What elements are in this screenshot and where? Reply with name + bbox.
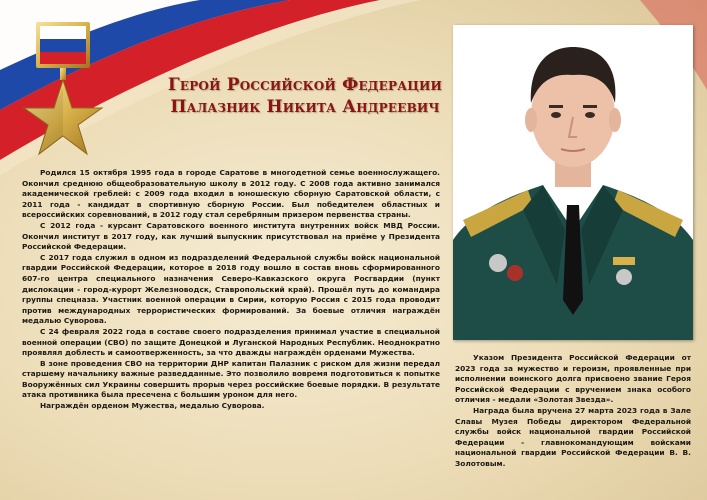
bio-paragraph: В зоне проведения СВО на территории ДНР капитан Палазник с риском для жизни передал старшему начальнику важные разведданные. Это позволило вовремя подготовиться к попытке Вооружённых сил Украины совершить прорыв через российские боевые порядки. В результате атака противника была пресечена с большим уроном для него. [22,358,440,400]
officer-portrait [453,25,693,340]
bio-paragraph: С 24 февраля 2022 года в составе своего подразделения принимал участие в специальной военной операции (СВО) по защите Донецкой и Луганской Народных Республик. Неоднократно проявлял доблесть и самоотверженность, за что дважды награждён орденами Мужества. [22,326,440,358]
bio-paragraph: Награждён орденом Мужества, медалью Суворова. [40,401,265,411]
caption-paragraph: Указом Президента Российской Федерации от 2023 года за мужество и героизм, проявленные при исполнении воинского долга присвоено звание Героя Российской Федерации с вручением знака особого отличия - медали «Золотая Звезда». [455,353,691,405]
caption-paragraph: Награда была вручена 27 марта 2023 года в Зале Славы Музея Победы директором Федеральной службы войск национальной гвардии Российской Федерации - главнокомандующим войсками национальной гвардии Российской Федерации В. В. Золотовым. [455,405,691,468]
portrait-image [453,25,693,340]
gold-star-medal-icon [22,18,104,166]
bio-paragraph: Родился 15 октября 1995 года в городе Саратове в многодетной семье военнослужащего. Окончил среднюю общеобразовательную школу в 2012 году. С 2008 года активно занимался академической греблей: с 2009 года входил в юношескую сборную Саратовской области, с 2011 года - кандидат в спортивную сборную России. Был победителем областных и всероссийских соревнований, в 2012 году стал серебряным призером первенства страны. [22,168,440,220]
award-caption [455,353,691,470]
bio-paragraph: С 2012 года - курсант Саратовского военного института внутренних войск МВД России. Окончил институт в 2017 году, как лучший выпускник присутствовал на приёме у Президента Российской Федерации. [22,220,440,252]
bio-paragraph: С 2017 года служил в одном из подразделений Федеральной службы войск национальной гвардии Российской Федерации, которое в 2018 году вошло в состав вновь сформированного 607-го центра специального назначения Северо-Кавказского округа Росгвардии (пункт дислокации - город-курорт Железноводск, Ставропольский край). Прошёл путь до командира группы спецназа. Участник военной операции в Сирии, которую Россия с 2015 года проводит против международных террористических формирований. За боевые отличия награждён медалью Суворова. [22,252,440,326]
biography-text [22,168,440,412]
page-title [160,74,450,118]
title-line-1: Герой Российской Федерации [167,75,443,95]
title-line-2: Палазник Никита Андреевич [170,97,440,117]
